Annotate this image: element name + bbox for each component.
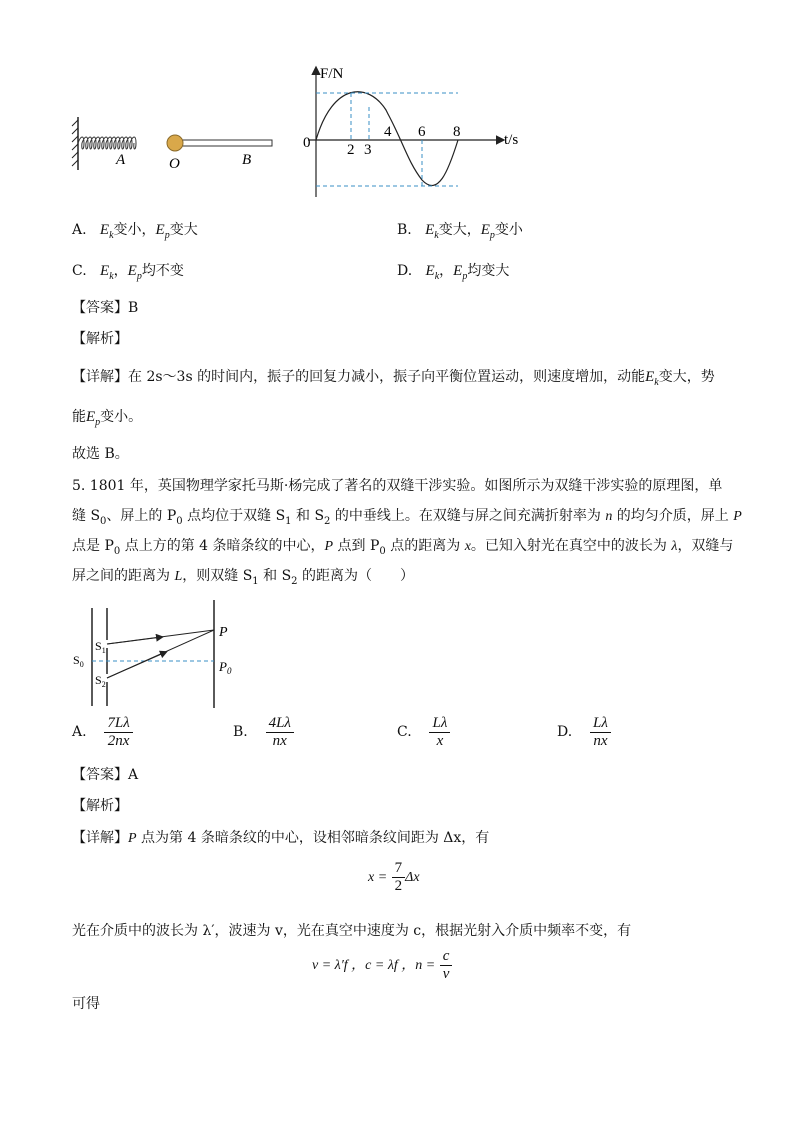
tick-6: 6	[418, 124, 426, 140]
spring-oscillator-figure	[70, 112, 280, 177]
label-s2: S	[95, 673, 102, 687]
q5-option-b[interactable]: B. $\frac{4L\lambda}{nx}$	[233, 715, 294, 749]
spring	[78, 137, 136, 149]
q5-stem-line2: 缝 $S_0$、屏上的 $P_0$ 点均位于双缝 $S_1$ 和 $S_2$ 的中垂线上。在双缝与屏之间充满折射率为 n 的均匀介质，屏上 P	[72, 508, 742, 527]
tick-3: 3	[364, 142, 372, 158]
tick-0: 0	[303, 135, 311, 151]
q5-stem-line1: 5. 1801 年，英国物理学家托马斯·杨完成了著名的双缝干涉实验。如图所示为双缝干涉实验的原理图，单	[72, 478, 723, 494]
label-p0: P	[219, 659, 227, 674]
equation-2: v = λ′f ，c = λf ，n = $\frac{c}{v}$	[312, 948, 452, 982]
label-s0: S	[73, 653, 80, 667]
label-a: A	[116, 152, 126, 168]
q5-detail-line2: 光在介质中的波长为 λ′，波速为 v，光在真空中速度为 c，根据光射入介质中频率不变，有	[72, 923, 632, 939]
svg-text:S1: $S_1$	[95, 639, 106, 655]
svg-text:S0: $S_0$	[73, 653, 84, 669]
q5-option-d[interactable]: D. $\frac{L\lambda}{nx}$	[557, 715, 611, 749]
q4-detail-line1: 【详解】在 2s～3s 的时间内，振子的回复力减小，振子向平衡位置运动，则速度增加，动能$E_k$变大，势	[72, 369, 715, 388]
q4-detail-line2: 能$E_p$变小。	[72, 409, 143, 428]
q5-answer: 【答案】A	[72, 767, 139, 783]
q4-analysis: 【解析】	[72, 331, 128, 347]
tick-8: 8	[453, 124, 461, 140]
label-b: B	[242, 152, 252, 168]
tick-4: 4	[384, 124, 392, 140]
q5-option-a[interactable]: A. $\frac{7L\lambda}{2nx}$	[72, 715, 133, 749]
svg-text:P0: $P_0$	[219, 659, 232, 676]
q5-conclusion: 可得	[72, 996, 100, 1012]
equation-1: x = $\frac{7}{2}$ Δx	[368, 860, 420, 894]
q5-detail-line1: 【详解】P 点为第 4 条暗条纹的中心，设相邻暗条纹间距为 Δx，有	[72, 830, 490, 846]
rod	[180, 140, 272, 146]
label-p: P	[219, 625, 228, 640]
x-axis-label: t/s	[504, 132, 519, 148]
label-s1: S	[95, 639, 102, 653]
ball	[167, 135, 183, 151]
force-time-graph	[298, 62, 528, 200]
svg-text:S2: $S_2$	[95, 673, 106, 689]
double-slit-figure	[70, 598, 250, 710]
q5-option-c[interactable]: C. $\frac{L\lambda}{x}$	[397, 715, 450, 749]
q5-analysis: 【解析】	[72, 798, 128, 814]
q5-stem-line4: 屏之间的距离为 L，则双缝 $S_1$ 和 $S_2$ 的距离为（ ）	[72, 568, 414, 587]
q4-conclusion: 故选 B。	[72, 446, 129, 462]
option-d[interactable]: D. $E_k$，$E_p$均变大	[397, 263, 510, 282]
option-a[interactable]: A. $E_k$变小，$E_p$变大	[72, 222, 198, 241]
q5-stem-line3: 点是 $P_0$ 点上方的第 4 条暗条纹的中心，P 点到 $P_0$ 点的距离为 x。已知入射光在真空中的波长为 λ，双缝与	[72, 538, 734, 557]
option-c[interactable]: C. $E_k$，$E_p$均不变	[72, 263, 184, 282]
q4-answer: 【答案】B	[72, 300, 139, 316]
y-axis-label: F/N	[320, 66, 344, 82]
label-o: O	[169, 156, 180, 172]
tick-2: 2	[347, 142, 355, 158]
option-b[interactable]: B. $E_k$变大，$E_p$变小	[397, 222, 523, 241]
